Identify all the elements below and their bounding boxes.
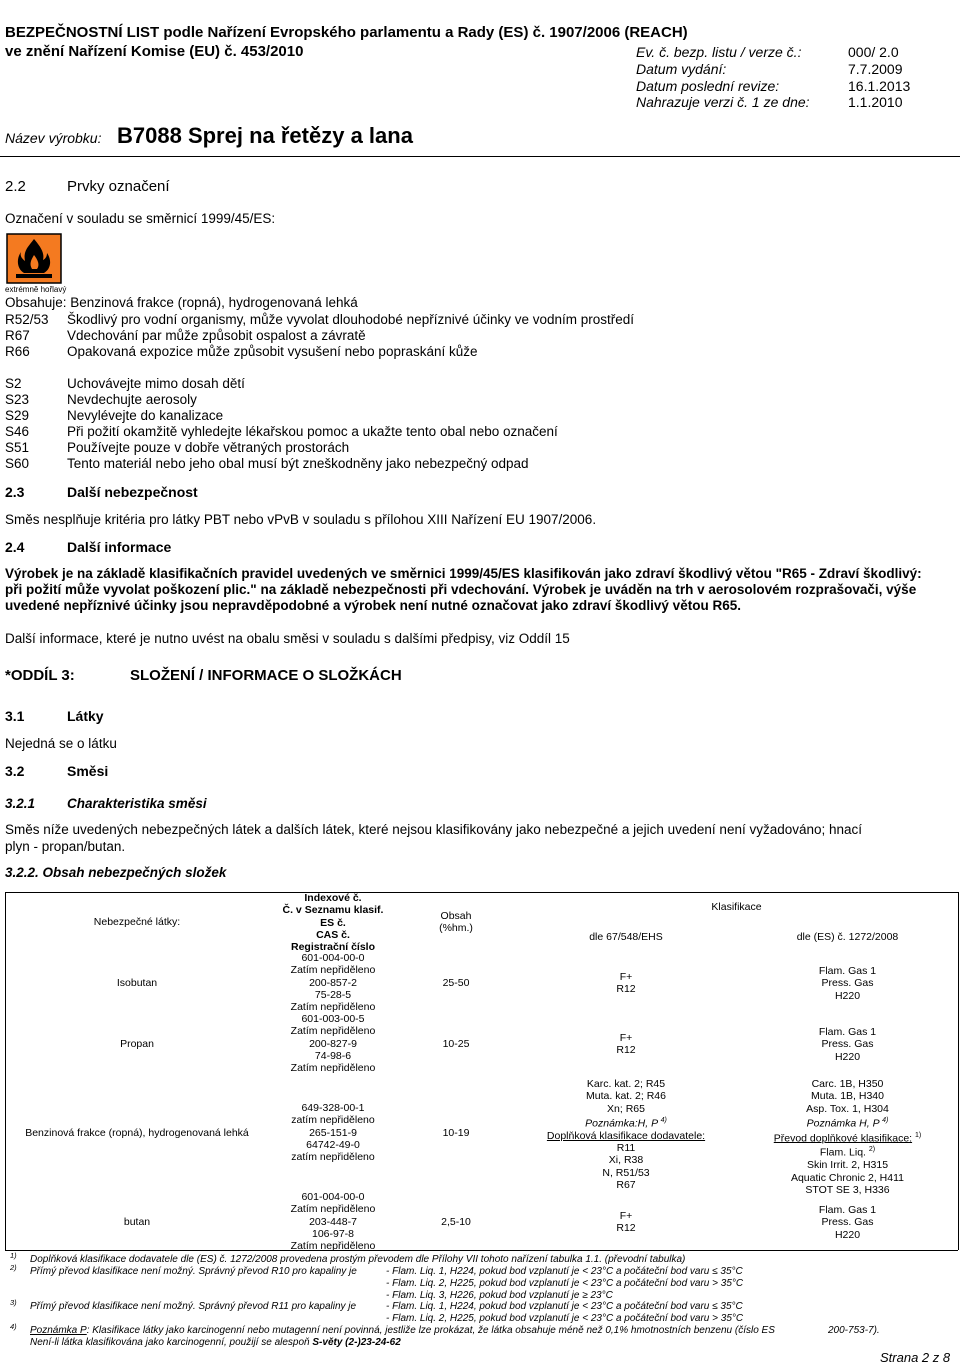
section-title: Směsi	[67, 763, 109, 779]
row-eu: F+ R12	[616, 1210, 636, 1235]
section-title: Látky	[67, 708, 104, 724]
meta-label: Datum poslední revize:	[636, 78, 780, 94]
col-header-eu: dle 67/548/EHS	[589, 931, 663, 943]
col-header-ec: dle (ES) č. 1272/2008	[796, 931, 899, 943]
directive-text: Označení v souladu se směrnicí 1999/45/ES:	[5, 211, 276, 226]
row-eu: F+ R12	[616, 1032, 636, 1057]
footnote-item: - Flam. Liq. 3, H226, pokud bod vzplanutí je ≥ 23°C	[386, 1290, 613, 1301]
row-eu: F+ R12	[616, 971, 636, 996]
footnote-item: - Flam. Liq. 2, H225, pokud bod vzplanutí je < 23°C a počáteční bod varu > 35°C	[386, 1313, 744, 1324]
section-title: Prvky označení	[67, 178, 170, 195]
contains-text: Obsahuje: Benzinová frakce (ropná), hydrogenovaná lehká	[5, 295, 358, 310]
subsection-title: Charakteristika směsi	[67, 796, 207, 811]
section-text: Směs níže uvedených nebezpečných látek a dalších látek, které nejsou klasifikovány jako nebezpečné a jejich uvedení není vyžadováno; hnací	[5, 822, 863, 837]
r-phrase-text: Opakovaná expozice může způsobit vysušení nebo popraskání kůže	[67, 344, 478, 359]
row-ec: Flam. Gas 1 Press. Gas H220	[818, 1026, 877, 1063]
table-border	[958, 892, 959, 1250]
row-ids: 601-004-00-0 Zatím nepřiděleno 200-857-2 75-28-5 Zatím nepřiděleno	[290, 952, 376, 1014]
r-phrase-text: Vdechování par může způsobit ospalost a závratě	[67, 328, 366, 343]
section-number: 3.1	[5, 708, 25, 724]
meta-value: 7.7.2009	[848, 61, 903, 77]
col-header-klasifikace: Klasifikace	[711, 901, 762, 913]
col-header-content: Obsah (%hm.)	[439, 910, 473, 935]
footnote-number: 1)	[10, 1251, 17, 1260]
row-name: Benzinová frakce (ropná), hydrogenovaná lehká	[25, 1127, 249, 1139]
row-content: 10-25	[442, 1038, 470, 1050]
meta-value: 16.1.2013	[848, 78, 911, 94]
footnote-item: - Flam. Liq. 2, H225, pokud bod vzplanutí je < 23°C a počáteční bod varu > 35°C	[386, 1278, 744, 1289]
footnote-item: - Flam. Liq. 1, H224, pokud bod vzplanutí je < 23°C a počáteční bod varu ≤ 35°C	[386, 1266, 743, 1277]
row-ec: Carc. 1B, H350 Muta. 1B, H340 Asp. Tox. 1, H304 Poznámka H, P $^{4)}$ Převod doplňkové klasifikace: $^{1)}$ Flam. Liq. $^{2)}$ Skin Irrit. 2, H315 Aquatic Chronic 2, H411 STOT SE 3, H336	[773, 1078, 922, 1196]
header-divider	[0, 156, 960, 157]
info-line: uvedené nepříznivé účinky jsou nepravděpodobné a výrobek není nutné označovat jako zdraví škodlivý větou R65.	[5, 598, 741, 613]
info-note: Další informace, které je nutno uvést na obalu směsi v souladu s dalšími předpisy, viz Oddíl 15	[5, 631, 570, 646]
info-line: při požití může vyvolat poškození plic." na základě nebezpečnosti při vdechování. Výrobek je uváděn na trh v aerosolovém rozprašovači, výše	[5, 582, 917, 597]
product-label: Název výrobku:	[5, 130, 102, 146]
part-title: SLOŽENÍ / INFORMACE O SLOŽKÁCH	[130, 667, 402, 684]
row-ids: 649-328-00-1 zatím nepřiděleno 265-151-9 64742-49-0 zatím nepřiděleno	[291, 1102, 375, 1164]
row-ec: Flam. Gas 1 Press. Gas H220	[818, 1204, 877, 1241]
meta-label: Datum vydání:	[636, 61, 727, 77]
row-name: Propan	[120, 1038, 154, 1050]
row-eu: Karc. kat. 2; R45 Muta. kat. 2; R46 Xn; R65 Poznámka:H, P $^{4)}$ Doplňková klasifikace dodavatele: R11 Xi, R38 N, R51/53 R67	[546, 1078, 706, 1191]
page-number: Strana 2 z 8	[880, 1350, 951, 1365]
doc-title-line1: BEZPEČNOSTNÍ LIST podle Nařízení Evropského parlamentu a Rady (ES) č. 1907/2006 (REACH)	[5, 24, 688, 41]
footnote-text: Přímý převod klasifikace není možný. Správný převod R10 pro kapaliny je	[30, 1266, 357, 1277]
s-phrase-text: Při požití okamžitě vyhledejte lékařskou pomoc a ukažte tento obal nebo označení	[67, 424, 558, 439]
r-phrase-text: Škodlivý pro vodní organismy, může vyvolat dlouhodobé nepříznivé účinky ve vodním prostředí	[67, 312, 635, 327]
info-line: Výrobek je na základě klasifikačních pravidel uvedených ve směrnici 1999/45/ES klasifikován jako zdraví škodlivý větou "R65 - Zdraví škodlivý:	[5, 566, 922, 581]
r-phrase-code: R66	[5, 344, 30, 359]
flammable-pictogram-icon	[6, 233, 62, 284]
meta-value: 000/ 2.0	[848, 44, 899, 60]
row-name: butan	[123, 1216, 151, 1228]
col-header-ids: Indexové č. Č. v Seznamu klasif. ES č. CAS č. Registrační číslo	[282, 892, 384, 954]
meta-label: Ev. č. bezp. listu / verze č.:	[636, 44, 802, 60]
s-phrase-text: Nevdechujte aerosoly	[67, 392, 197, 407]
s-phrase-text: Tento materiál nebo jeho obal musí být zneškodněny jako nebezpečný odpad	[67, 456, 529, 471]
row-ids: 601-004-00-0 Zatím nepřiděleno 203-448-7 106-97-8 Zatím nepřiděleno	[290, 1191, 376, 1253]
section-number: 2.2	[5, 178, 26, 195]
subsection-title: 3.2.2. Obsah nebezpečných složek	[5, 865, 227, 880]
s-phrase-text: Nevylévejte do kanalizace	[67, 408, 224, 423]
r-phrase-code: R52/53	[5, 312, 49, 327]
footnote-number: 3)	[10, 1298, 17, 1307]
section-text: Nejedná se o látku	[5, 736, 117, 751]
s-phrase-code: S2	[5, 376, 22, 391]
section-number: 3.2	[5, 763, 25, 779]
s-phrase-code: S46	[5, 424, 30, 439]
footnote-number: 4)	[10, 1322, 17, 1331]
table-border	[5, 892, 958, 893]
col-header-name: Nebezpečné látky:	[93, 916, 181, 928]
doc-title-line2: ve znění Nařízení Komise (EU) č. 453/2010	[5, 43, 304, 60]
r-phrase-code: R67	[5, 328, 30, 343]
hazardous-components-table	[5, 892, 958, 1253]
s-phrase-code: S29	[5, 408, 30, 423]
s-phrase-text: Používejte pouze v dobře větraných prostorách	[67, 440, 350, 455]
product-name: B7088 Sprej na řetězy a lana	[117, 123, 413, 148]
section-title: Další informace	[67, 539, 172, 555]
footnote-text: Není-li látka klasifikována jako karcinogenní, použijí se alespoň S-věty (2-)23-24-62	[30, 1337, 401, 1348]
meta-value: 1.1.2010	[848, 94, 903, 110]
footnote-number: 2)	[10, 1263, 17, 1272]
subsection-number: 3.2.1	[5, 796, 36, 811]
row-content: 25-50	[442, 977, 470, 989]
s-phrase-code: S60	[5, 456, 30, 471]
footnote-text: Poznámka P: Klasifikace látky jako karcinogenní nebo mutagenní není povinná, jestliže lze prokázat, že látka obsahuje méně než 0,1% hmotnostních benzenu (číslo ES	[30, 1325, 775, 1336]
row-content: 2,5-10	[441, 1216, 471, 1228]
row-content: 10-19	[442, 1127, 470, 1139]
s-phrase-code: S23	[5, 392, 30, 407]
section-text: plyn - propan/butan.	[5, 839, 126, 854]
s-phrase-code: S51	[5, 440, 30, 455]
section-title: Další nebezpečnost	[67, 484, 198, 500]
footnote-text: Přímý převod klasifikace není možný. Správný převod R11 pro kapaliny je	[30, 1301, 357, 1312]
meta-label: Nahrazuje verzi č. 1 ze dne:	[636, 94, 810, 110]
part-label: *ODDÍL 3:	[5, 667, 75, 684]
table-border	[5, 892, 6, 1250]
s-phrase-text: Uchovávejte mimo dosah dětí	[67, 376, 245, 391]
section-number: 2.4	[5, 539, 25, 555]
section-text: Směs nesplňuje kritéria pro látky PBT nebo vPvB v souladu s přílohou XIII Nařízení EU 1907/2006.	[5, 512, 597, 527]
table-border	[5, 1250, 958, 1251]
footnote-text: 200-753-7).	[828, 1325, 880, 1336]
section-number: 2.3	[5, 484, 25, 500]
row-name: Isobutan	[116, 977, 158, 989]
footnote-text: Doplňková klasifikace dodavatele dle (ES) č. 1272/2008 provedena prostým převodem dle Přílohy VII tohoto nařízení tabulka 1.1. (převodní tabulka)	[30, 1254, 686, 1265]
row-ids: 601-003-00-5 Zatím nepřiděleno 200-827-9 74-98-6 Zatím nepřiděleno	[290, 1013, 376, 1075]
row-ec: Flam. Gas 1 Press. Gas H220	[818, 965, 877, 1002]
pictogram-label: extrémně hořlavý	[5, 285, 67, 294]
footnote-item: - Flam. Liq. 1, H224, pokud bod vzplanutí je < 23°C a počáteční bod varu ≤ 35°C	[386, 1301, 743, 1312]
